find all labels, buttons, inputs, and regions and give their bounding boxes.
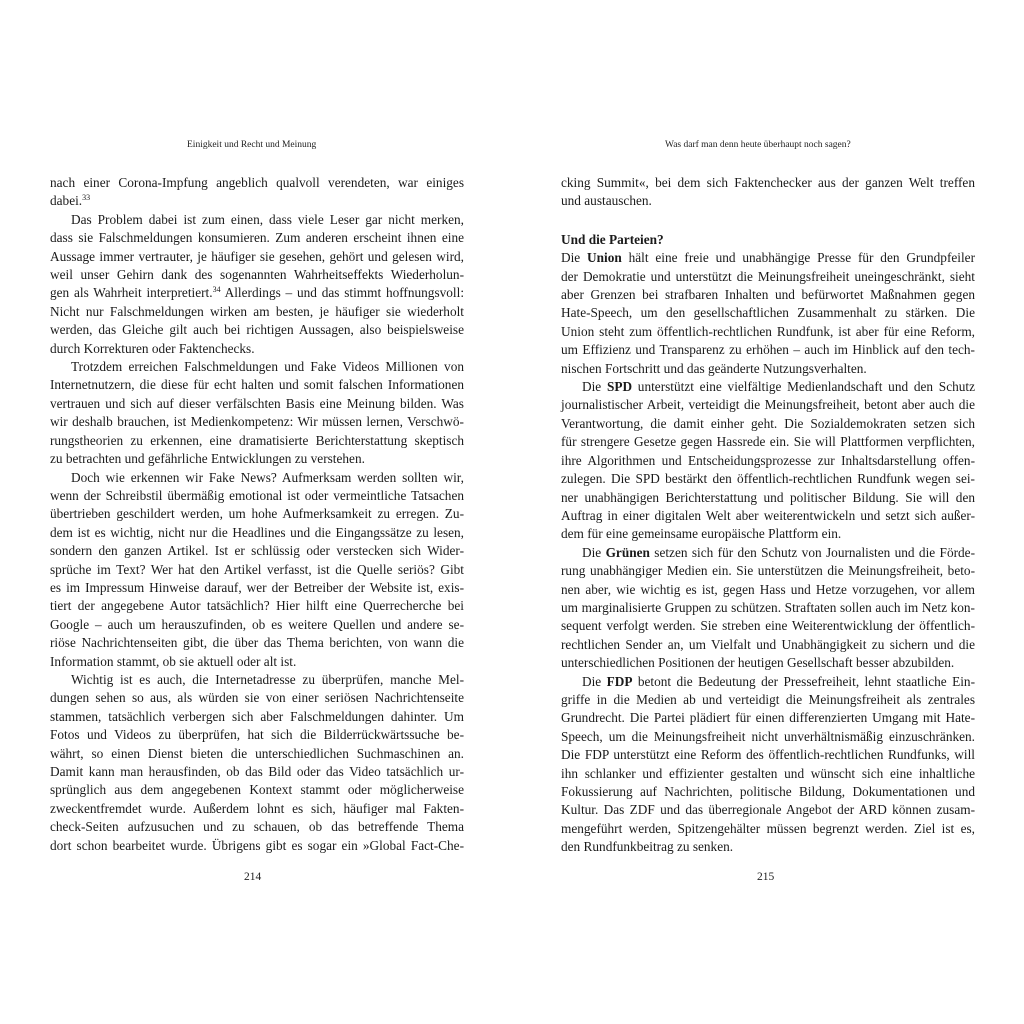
text-segment: Damit kann man herausfinden, ob das Bild oder das Video tatsächlich ur-: [50, 764, 464, 779]
text-segment: Nicht nur Falschmeldungen wirken am besten, je häufiger sie wiederholt: [50, 303, 464, 319]
text-line: [50, 321, 464, 339]
text-line: [50, 616, 464, 634]
text-segment: dem ist es wichtig, nicht nur die Headlines und die Eingangssätze zu lesen,: [50, 524, 464, 540]
text-segment: setzen sich für den Schutz von Journalisten und die Förde-: [649, 544, 975, 560]
right-page: [512, 0, 1024, 1024]
text-segment: Die: [582, 673, 607, 689]
text-segment: Die FDP unterstützt eine Reform des öffentlich-rechtlichen Rundfunks, will: [561, 747, 975, 763]
party-name: FDP: [606, 673, 633, 689]
text-segment: es im Impressum Hinweise darauf, wer der Betreiber der Website ist, exis-: [50, 579, 464, 595]
text-segment: sondern den ganzen Artikel. Ist er schlüssig oder verstecken sich Wider-: [50, 543, 464, 559]
text-line: [561, 415, 975, 433]
text-segment: zu betrachten und gefährliche Entwicklungen zu verstehen.: [50, 451, 365, 467]
text-line: [561, 709, 975, 727]
text-segment: ihn schlanker und effizienter gestalten und wünscht sich eine inhaltliche: [561, 765, 975, 781]
text-segment: Die: [582, 379, 607, 395]
text-segment: ner unabhängigen Berichterstattung und politischer Bildung. Sie will den: [561, 489, 975, 505]
footnote-ref: 33: [82, 193, 91, 203]
text-line: [561, 507, 975, 525]
text-segment: Allerdings – und das stimmt hoffnungsvoll:: [220, 285, 465, 301]
text-segment: Doch wie erkennen wir Fake News? Aufmerksam werden sollten wir,: [71, 469, 464, 485]
text-line: [50, 358, 464, 376]
text-line: [561, 765, 975, 783]
text-segment: betont die Bedeutung der Pressefreiheit, lehnt staatliche Ein-: [632, 673, 975, 689]
text-line: [561, 654, 975, 672]
text-line: [561, 489, 975, 507]
text-segment: Die: [561, 250, 588, 266]
text-line: [561, 599, 975, 617]
text-segment: dem für eine gemeinsame europäische Plattform ein.: [561, 526, 842, 542]
text-line: [50, 413, 464, 431]
text-line: [50, 432, 464, 450]
text-line: [561, 691, 975, 709]
text-segment: Trotzdem erreichen Falschmeldungen und Fake Videos Millionen von: [71, 359, 464, 375]
text-segment: Grundrecht. Die Partei plädiert für einen differenzierten Umgang mit Hate-: [561, 710, 975, 726]
text-line: [561, 452, 975, 470]
text-segment: gen als Wahrheit interpretiert.: [50, 285, 213, 301]
text-segment: um marginalisierte Gruppen zu schützen. Straftaten sollen auch im Netz kon-: [561, 599, 975, 615]
text-line: [561, 378, 975, 396]
text-line: [50, 524, 464, 542]
text-segment: Kultur. Das ZDF und das überregionale Angebot der ARD können zusam-: [561, 802, 975, 818]
text-segment: Google – auch um herauszufinden, ob es weitere Quellen und andere se-: [50, 616, 464, 632]
text-segment: zulegen. Die SPD bestärkt den öffentlich-rechtlichen Rundfunk wegen sei-: [561, 471, 975, 487]
text-segment: unterstützt eine vielfältige Medienlandschaft und den Schutz: [632, 379, 975, 395]
text-line: [561, 396, 975, 414]
text-line: [50, 671, 464, 689]
text-line: [561, 268, 975, 286]
text-line: [50, 634, 464, 652]
left-page-body: [50, 174, 464, 855]
text-segment: Das Problem dabei ist zum einen, dass viele Leser gar nicht merken,: [71, 211, 464, 227]
text-line: [561, 636, 975, 654]
text-segment: Speech, um die Meinungsfreiheit nicht unverhältnismäßig einzuschränken.: [561, 728, 975, 744]
text-line: [50, 597, 464, 615]
text-line: [50, 229, 464, 247]
text-segment: aber Grenzen bei strafbaren Inhalten und befürwortet Maßnahmen gegen: [561, 287, 975, 303]
text-segment: stammen, tatsächlich verbergen sich aber Falschmeldungen dahinter. Um: [50, 708, 464, 724]
text-line: [50, 837, 464, 855]
text-line: [50, 450, 464, 468]
section-heading: Und die Parteien?: [561, 231, 664, 247]
text-line: [561, 470, 975, 488]
text-segment: währt, so einen Dienst bieten die unterschiedlichen Suchmaschinen an.: [50, 745, 464, 761]
text-line: [50, 395, 464, 413]
text-segment: werden, das Gleiche gilt auch bei richtigen Aussagen, also beispielsweise: [50, 322, 464, 338]
text-line: [50, 726, 464, 744]
running-head-right: Was darf man denn heute überhaupt noch sagen?: [665, 140, 851, 150]
text-segment: cking Summit«, bei dem sich Faktenchecker aus der ganzen Welt treffen: [561, 175, 975, 190]
text-segment: um Effizienz und Transparenz zu erhöhen – auch im Hinblick auf den tech-: [561, 342, 975, 358]
text-line: [50, 579, 464, 597]
page-number-right: 215: [757, 871, 775, 883]
text-segment: riöse Nachrichtenseiten gibt, die über das Thema berichten, von wann die: [50, 635, 464, 651]
text-line: [50, 818, 464, 836]
text-segment: Verantwortung, die damit einher geht. Die Sozialdemokraten setzen sich: [561, 415, 975, 431]
text-line: [50, 505, 464, 523]
text-line: [561, 525, 975, 543]
party-name: SPD: [606, 379, 633, 395]
party-name: Union: [587, 250, 622, 266]
text-segment: Auftrag in einer digitalen Welt aber weiterentwickeln und setzt sich außer-: [561, 507, 975, 523]
text-line: [50, 211, 464, 229]
text-line: [50, 708, 464, 726]
text-segment: rung unabhängiger Medien ein. Sie unterstützen die Meinungsfreiheit, beto-: [561, 563, 975, 579]
text-segment: unterschiedlichen Positionen der heutigen Gesellschaft besser abzubilden.: [561, 655, 955, 671]
text-segment: Fokussierung auf Nachrichten, politische Bildung, Dokumentationen und: [561, 784, 975, 799]
text-segment: zweckentfremdet wurde. Außerdem lohnt es sich, häufiger mal Fakten-: [50, 800, 464, 816]
text-segment: den Rundfunkbeitrag zu senken.: [561, 839, 734, 855]
text-segment: hält eine freie und unabhängige Presse für den Grundpfeiler: [621, 250, 976, 266]
text-segment: sequent verfolgt werden. Sie streben eine Weiterentwicklung der öffentlich-: [561, 618, 975, 634]
text-line: [50, 376, 464, 394]
text-line: [50, 689, 464, 707]
text-line: [561, 433, 975, 451]
text-segment: wenn der Schreibstil übermäßig emotional ist oder vermeintliche Tatsachen: [50, 487, 464, 503]
text-line: [561, 360, 975, 378]
text-segment: dort schon bearbeitet wurde. Übrigens gibt es sogar ein »Global Fact-Che-: [50, 837, 464, 853]
party-name: Grünen: [605, 544, 650, 560]
text-segment: dungen sehen so aus, als würden sie von einer seriösen Nachrichtenseite: [50, 690, 464, 706]
text-segment: nach einer Corona-Impfung angeblich qualvoll verendeten, war einiges: [50, 175, 464, 190]
page-number-left: 214: [244, 871, 262, 883]
text-line: [561, 192, 975, 210]
text-segment: übertrieben geschildert werden, um hohe Aufmerksamkeit zu erregen. Zu-: [50, 506, 464, 522]
text-segment: nischen Fortschritt und das geänderte Nutzungsverhalten.: [561, 360, 867, 376]
text-line: [561, 562, 975, 580]
text-segment: dabei.: [50, 193, 83, 209]
text-line: [561, 174, 975, 192]
text-segment: tiert der angegebene Autor tatsächlich? Hier hilft eine Querrecherche bei: [50, 598, 464, 614]
text-segment: griffe in die Medien ab und verteidigt die Meinungsfreiheit als zentrales: [561, 691, 975, 707]
text-segment: für strengere Gesetze gegen Hassrede ein. Sie will Plattformen verpflichten,: [561, 434, 975, 450]
text-segment: rungstheorien zu erkennen, eine dramatisierte Berichterstattung skeptisch: [50, 432, 464, 448]
text-line: [561, 783, 975, 801]
text-segment: Aussage immer vertrauter, je häufiger sie gesehen, gehört und gelesen wird,: [50, 248, 464, 264]
text-line: [50, 303, 464, 321]
text-line: [561, 801, 975, 819]
text-line: [561, 728, 975, 746]
text-segment: Wichtig ist es auch, die Internetadresse zu überprüfen, manche Mel-: [71, 671, 464, 687]
text-segment: Fotos und Videos zu überprüfen, hat sich die Bilderrückwärtssuche be-: [50, 727, 464, 743]
text-line: [50, 561, 464, 579]
text-segment: Union steht zum öffentlich-rechtlichen Rundfunk, ist aber für eine Reform,: [561, 323, 975, 339]
text-segment: nen aber, wie wichtig es ist, gegen Hass und Hetze vorzugehen, vor allem: [561, 581, 975, 597]
text-line: [561, 304, 975, 322]
text-segment: Die: [582, 544, 606, 560]
text-line: [561, 323, 975, 341]
text-segment: dass sie Falschmeldungen konsumieren. Zum anderen erscheint ihnen eine: [50, 230, 464, 246]
footnote-ref: 34: [212, 285, 221, 295]
text-line: [50, 763, 464, 781]
text-segment: der Demokratie und unterstützt die Meinungsfreiheit uneingeschränkt, sieht: [561, 268, 975, 284]
text-line: [561, 820, 975, 838]
text-segment: vertrauen und sich auf dieser verfälschten Basis eine Meinung bilden. Was: [50, 395, 464, 411]
text-line: [50, 266, 464, 284]
text-line: [50, 745, 464, 763]
text-segment: Hate-Speech, um den gesellschaftlichen Zusammenhalt zu stärken. Die: [561, 305, 975, 321]
text-segment: rechtlichen Sender an, um Vielfalt und Unabhängigkeit zu sichern und die: [561, 636, 975, 652]
text-line: [50, 800, 464, 818]
text-segment: Information stammt, ob sie aktuell oder alt ist.: [50, 653, 297, 669]
text-segment: mengeführt werden, Spitzengehälter müssen begrenzt werden. Ziel ist es,: [561, 820, 975, 836]
text-segment: journalistischer Arbeit, verteidigt die Meinungsfreiheit, betont aber auch die: [561, 397, 975, 413]
text-line: [50, 248, 464, 266]
text-line: [561, 249, 975, 267]
text-line: [50, 284, 464, 302]
text-segment: weil unser Gehirn dank des sogenannten Wahrheitseffekts Wiederholun-: [50, 267, 464, 283]
text-line: [561, 581, 975, 599]
text-segment: durch Korrekturen oder Faktenchecks.: [50, 340, 255, 356]
running-head-left: Einigkeit und Recht und Meinung: [187, 140, 317, 150]
text-line: [561, 746, 975, 764]
text-segment: sprüche im Text? Wer hat den Artikel verfasst, ist die Quelle seriös? Gibt: [50, 561, 464, 577]
text-line: [50, 469, 464, 487]
paragraph-gap: [561, 211, 975, 231]
text-line: [50, 192, 464, 210]
text-line: [561, 286, 975, 304]
text-line: [50, 174, 464, 192]
text-line: [50, 487, 464, 505]
text-line: [561, 341, 975, 359]
text-line: [561, 544, 975, 562]
text-segment: check-Seiten aufzusuchen und zu schauen, ob das betreffende Thema: [50, 819, 464, 835]
text-segment: Internetnutzern, die diese für echt halten und somit falschen Informationen: [50, 377, 464, 393]
text-segment: wir deshalb brauchen, ist Medienkompetenz: Wir müssen lernen, Verschwö-: [50, 414, 464, 430]
text-segment: sprünglich aus dem angegebenen Kontext stammt oder möglicherweise: [50, 782, 464, 798]
text-line: [50, 542, 464, 560]
text-line: [561, 673, 975, 691]
text-line: [561, 838, 975, 856]
text-line: [561, 617, 975, 635]
right-page-body: [561, 174, 975, 857]
text-line: [50, 781, 464, 799]
text-line: [50, 653, 464, 671]
text-line: [50, 340, 464, 358]
text-segment: und austauschen.: [561, 193, 652, 209]
text-segment: ihre Algorithmen und Entscheidungsprozesse zur Inhaltsdarstellung offen-: [561, 452, 975, 468]
